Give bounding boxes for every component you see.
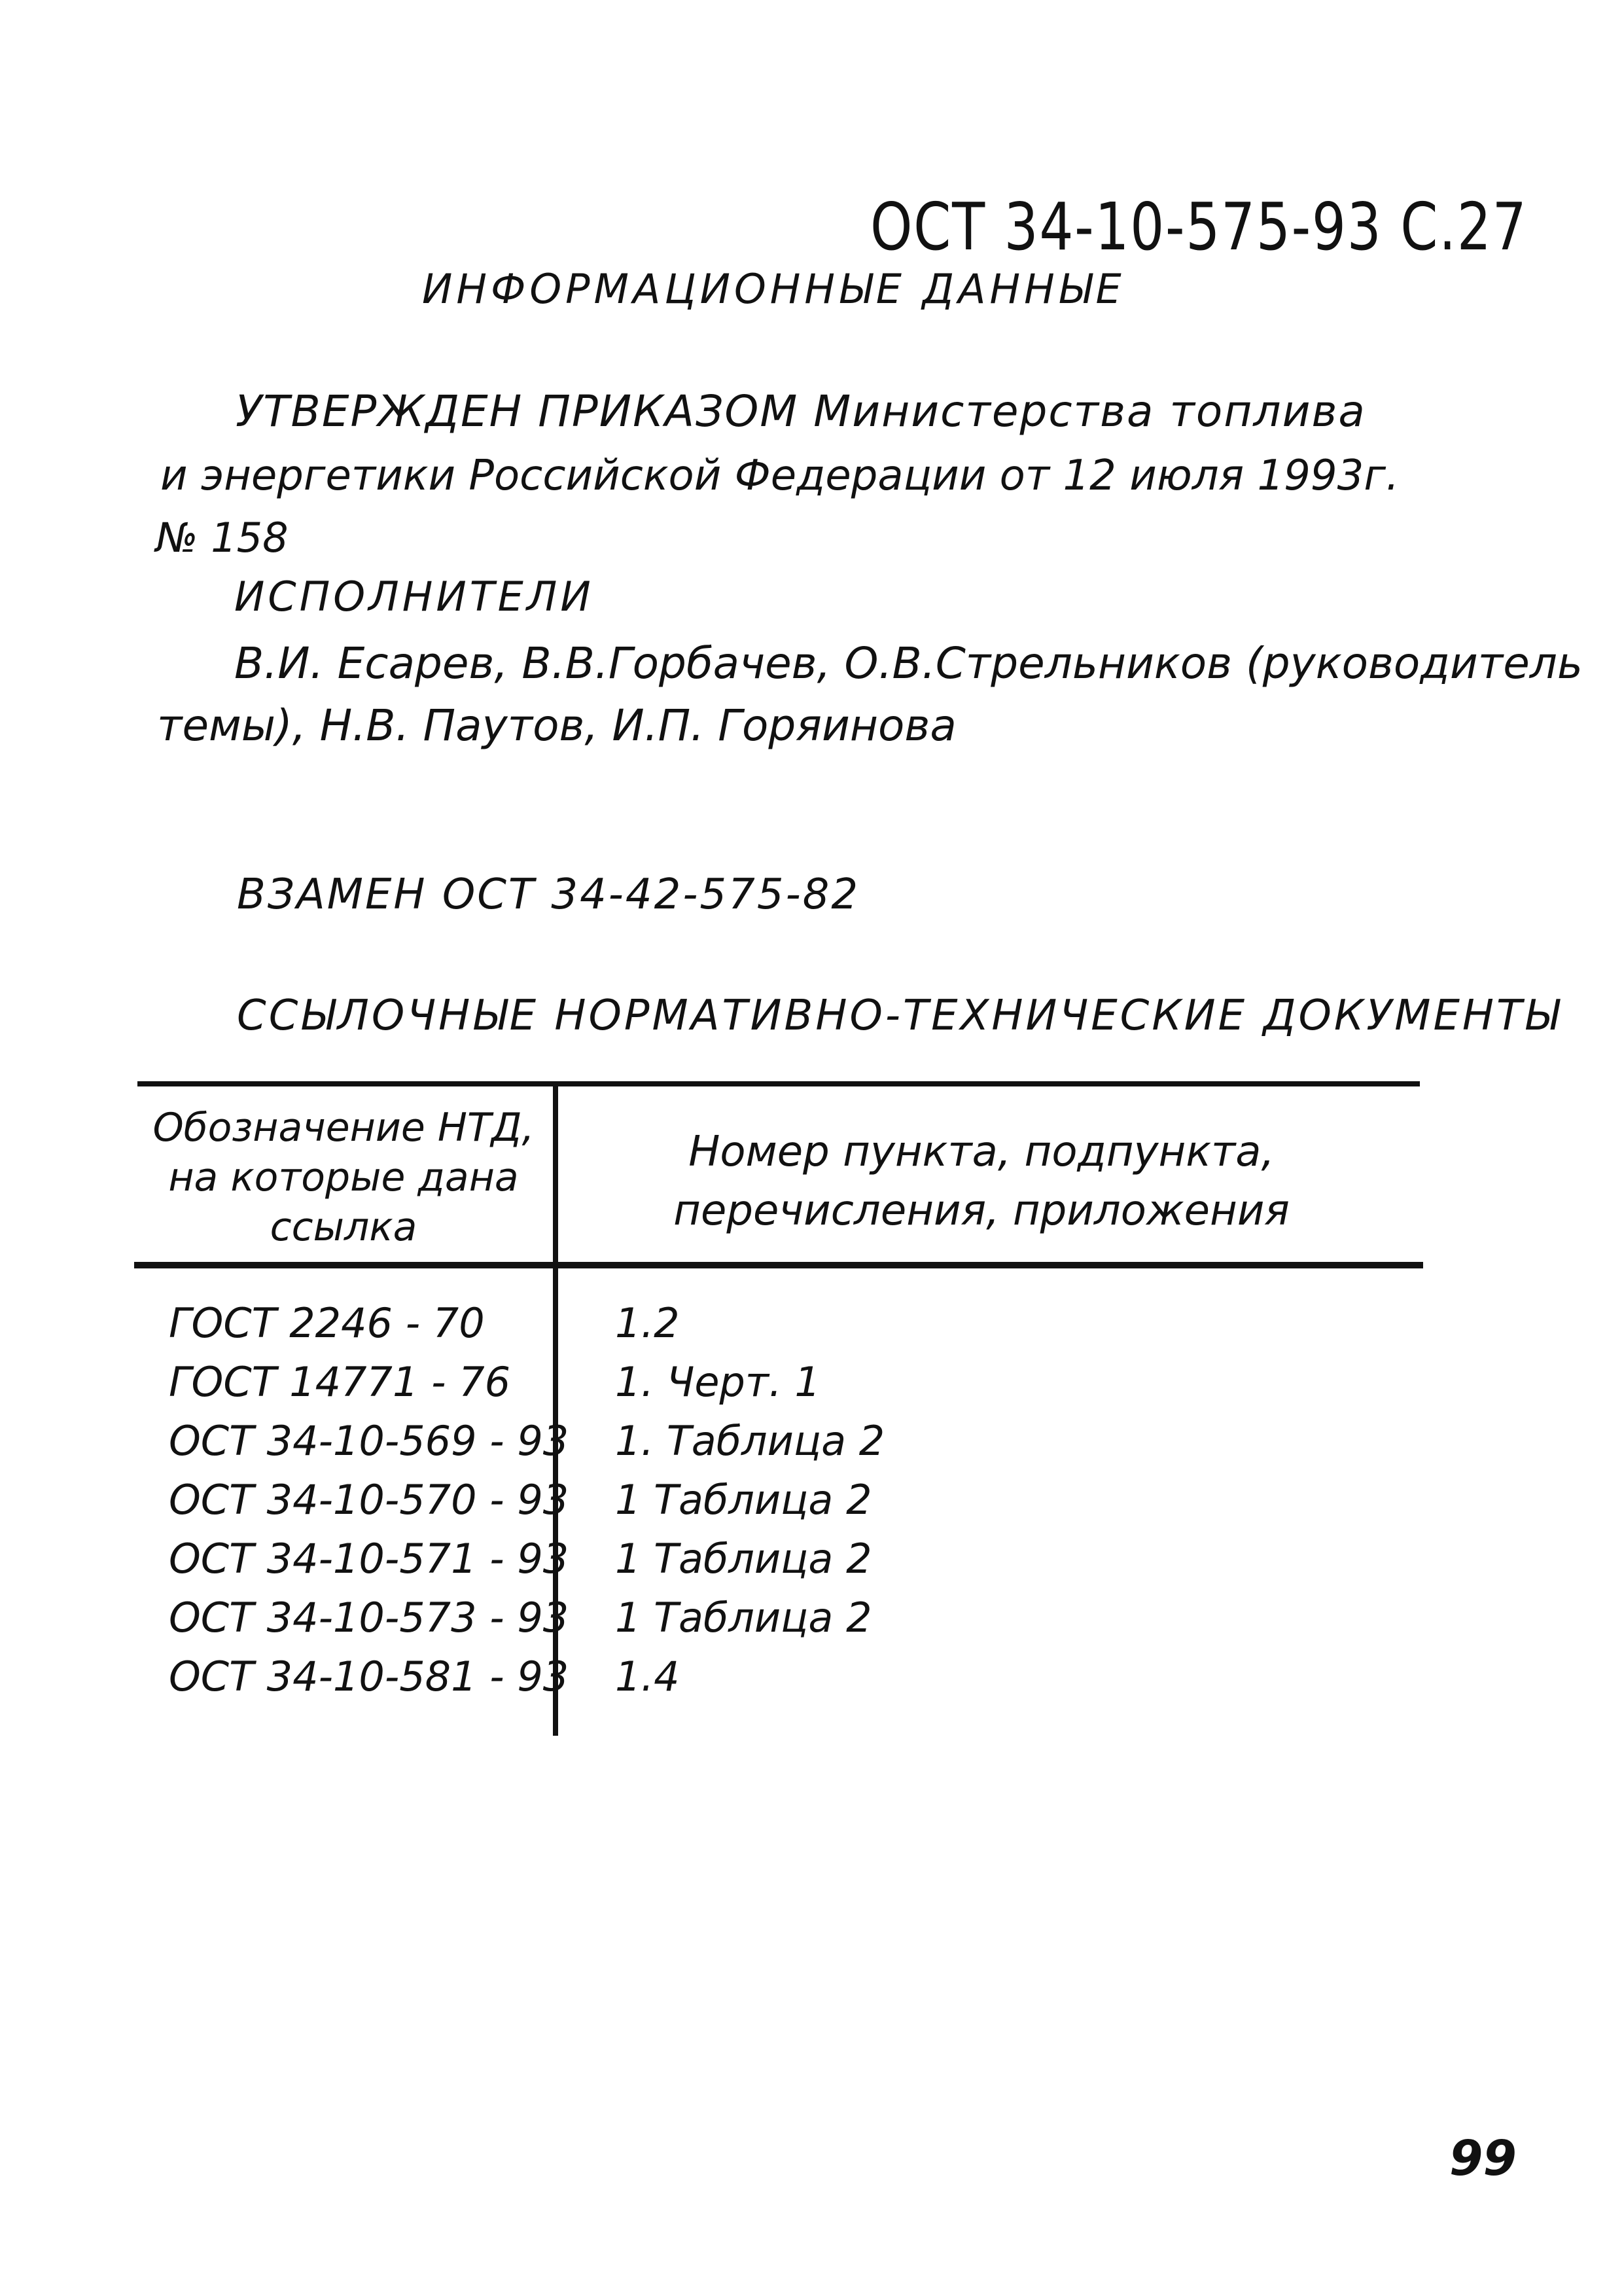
table-cell-reference: 1. Таблица 2 [615, 1417, 885, 1465]
table-cell-document: ГОСТ 14771 - 76 [169, 1358, 511, 1406]
approval-line-1: УТВЕРЖДЕН ПРИКАЗОМ Министерства топлива [236, 386, 1366, 437]
table-cell-document: ОСТ 34-10-581 - 93 [169, 1653, 569, 1700]
table-cell-document: ОСТ 34-10-569 - 93 [169, 1417, 569, 1465]
column-header-document-line: на которые дана [168, 1155, 519, 1200]
approval-line-2: и энергетики Российской Федерации от 12 июля 1993г. [160, 452, 1400, 500]
table-cell-reference: 1 Таблица 2 [615, 1594, 872, 1641]
table-cell-reference: 1 Таблица 2 [615, 1476, 872, 1524]
section-title: ИНФОРМАЦИОННЫЕ ДАННЫЕ [422, 265, 1125, 313]
references-title: ССЫЛОЧНЫЕ НОРМАТИВНО-ТЕХНИЧЕСКИЕ ДОКУМЕНТЫ [237, 992, 1562, 1040]
page-number: 99 [1449, 2130, 1517, 2187]
executors-line-1: В.И. Есарев, В.В.Горбачев, О.В.Стрельников (руководитель [234, 638, 1583, 689]
replaces-note: ВЗАМЕН ОСТ 34-42-575-82 [237, 870, 860, 919]
table-cell-reference: 1 Таблица 2 [615, 1535, 872, 1583]
table-cell-reference: 1.4 [615, 1653, 680, 1700]
table-cell-document: ОСТ 34-10-573 - 93 [169, 1594, 569, 1641]
column-header-reference-line: перечисления, приложения [673, 1187, 1290, 1235]
table-cell-document: ОСТ 34-10-571 - 93 [169, 1535, 569, 1583]
column-header-document [141, 1103, 546, 1252]
table-cell-reference: 1. Черт. 1 [615, 1358, 821, 1406]
document-code: ОСТ 34-10-575-93 С.27 [870, 188, 1528, 265]
approval-order-number: № 158 [156, 514, 289, 562]
table-header-rule [134, 1262, 1423, 1268]
column-header-document-line: ссылка [270, 1204, 417, 1250]
executors-line-2: темы), Н.В. Паутов, И.П. Горяинова [157, 700, 957, 751]
table-top-rule [137, 1081, 1420, 1086]
column-header-document-line: Обозначение НТД, [152, 1105, 535, 1151]
column-header-reference-line: Номер пункта, подпункта, [688, 1128, 1275, 1176]
table-cell-reference: 1.2 [615, 1299, 680, 1347]
table-cell-document: ОСТ 34-10-570 - 93 [169, 1476, 569, 1524]
column-header-reference [589, 1122, 1374, 1240]
table-cell-document: ГОСТ 2246 - 70 [169, 1299, 485, 1347]
executors-label: ИСПОЛНИТЕЛИ [234, 573, 594, 620]
